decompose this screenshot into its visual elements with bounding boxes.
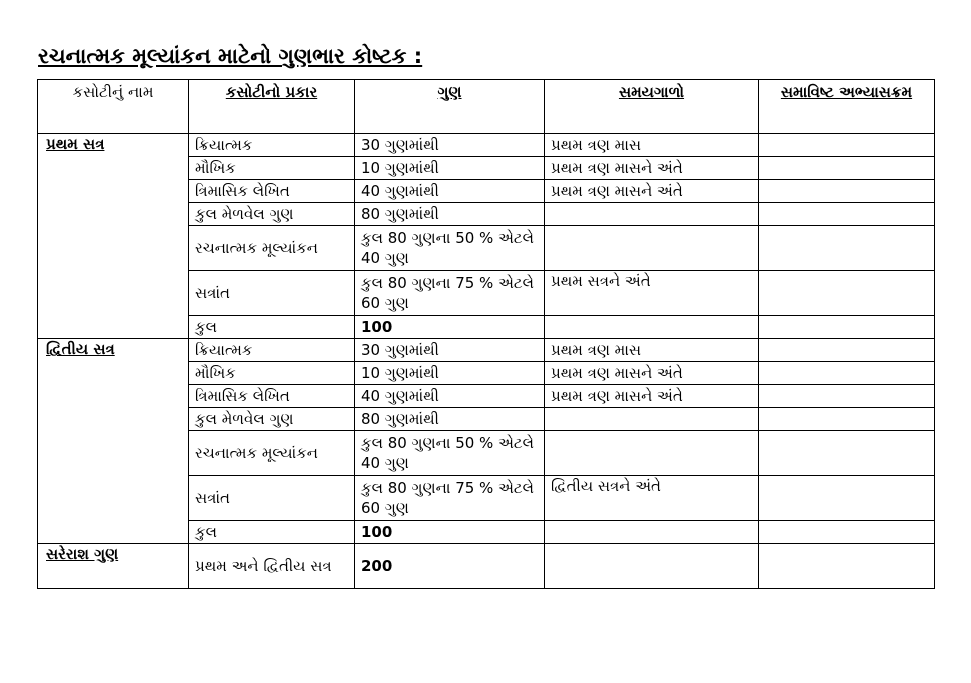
test-type-cell: કુલ મેળવેલ ગુણ <box>189 408 355 431</box>
test-type-cell: કુલ <box>189 316 355 339</box>
syllabus-cell <box>759 476 935 521</box>
total-marks-cell: 200 <box>355 544 545 589</box>
page-title: રચનાત્મક મૂલ્યાંકન માટેનો ગુણભાર કોષ્ટક : <box>38 44 423 68</box>
marks-cell: 30 ગુણમાંથી <box>355 134 545 157</box>
marks-cell: 10 ગુણમાંથી <box>355 157 545 180</box>
header-period: સમયગાળો <box>545 80 759 134</box>
test-type-cell: કુલ મેળવેલ ગુણ <box>189 203 355 226</box>
period-cell: પ્રથમ ત્રણ માસ <box>545 339 759 362</box>
marks-cell: કુલ 80 ગુણના 50 % એટલે 40 ગુણ <box>355 226 545 271</box>
total-marks-cell: 100 <box>355 521 545 544</box>
test-type-cell: પ્રથમ અને દ્વિતીય સત્ર <box>189 544 355 589</box>
syllabus-cell <box>759 157 935 180</box>
period-cell: પ્રથમ ત્રણ માસને અંતે <box>545 385 759 408</box>
syllabus-cell <box>759 339 935 362</box>
period-cell: દ્વિતીય સત્રને અંતે <box>545 476 759 521</box>
table-row <box>38 339 935 362</box>
period-cell: પ્રથમ ત્રણ માસ <box>545 134 759 157</box>
test-type-cell: ક્રિયાત્મક <box>189 339 355 362</box>
period-cell: પ્રથમ સત્રને અંતે <box>545 271 759 316</box>
period-cell: પ્રથમ ત્રણ માસને અંતે <box>545 157 759 180</box>
syllabus-cell <box>759 521 935 544</box>
test-type-cell: રચનાત્મક મૂલ્યાંકન <box>189 431 355 476</box>
total-marks-cell: 100 <box>355 316 545 339</box>
header-syllabus: સમાવિષ્ટ અભ્યાસક્રમ <box>759 80 935 134</box>
syllabus-cell <box>759 431 935 476</box>
test-type-cell: રચનાત્મક મૂલ્યાંકન <box>189 226 355 271</box>
syllabus-cell <box>759 203 935 226</box>
header-test-name: કસોટીનું નામ <box>38 80 189 134</box>
marks-cell: 10 ગુણમાંથી <box>355 362 545 385</box>
test-type-cell: મૌખિક <box>189 157 355 180</box>
period-cell <box>545 316 759 339</box>
test-type-cell: કુલ <box>189 521 355 544</box>
syllabus-cell <box>759 316 935 339</box>
marks-cell: 40 ગુણમાંથી <box>355 385 545 408</box>
syllabus-cell <box>759 362 935 385</box>
syllabus-cell <box>759 134 935 157</box>
syllabus-cell <box>759 180 935 203</box>
test-type-cell: ત્રિમાસિક લેખિત <box>189 180 355 203</box>
test-type-cell: ત્રિમાસિક લેખિત <box>189 385 355 408</box>
syllabus-cell <box>759 271 935 316</box>
syllabus-cell <box>759 408 935 431</box>
marks-cell: કુલ 80 ગુણના 75 % એટલે 60 ગુણ <box>355 476 545 521</box>
header-test-type: કસોટીનો પ્રકાર <box>189 80 355 134</box>
test-type-cell: ક્રિયાત્મક <box>189 134 355 157</box>
table-row <box>38 134 935 157</box>
marks-cell: 30 ગુણમાંથી <box>355 339 545 362</box>
period-cell <box>545 431 759 476</box>
table-row <box>38 544 935 589</box>
syllabus-cell <box>759 385 935 408</box>
syllabus-cell <box>759 544 935 589</box>
average-marks-label: સરેરાશ ગુણ <box>38 544 189 589</box>
marks-cell: 80 ગુણમાંથી <box>355 203 545 226</box>
semester-name: દ્વિતીય સત્ર <box>38 339 189 544</box>
semester-name: પ્રથમ સત્ર <box>38 134 189 339</box>
period-cell: પ્રથમ ત્રણ માસને અંતે <box>545 180 759 203</box>
period-cell <box>545 226 759 271</box>
test-type-cell: મૌખિક <box>189 362 355 385</box>
period-cell <box>545 544 759 589</box>
header-marks: ગુણ <box>355 80 545 134</box>
marks-cell: 80 ગુણમાંથી <box>355 408 545 431</box>
period-cell: પ્રથમ ત્રણ માસને અંતે <box>545 362 759 385</box>
period-cell <box>545 408 759 431</box>
syllabus-cell <box>759 226 935 271</box>
test-type-cell: સત્રાંત <box>189 271 355 316</box>
period-cell <box>545 521 759 544</box>
marks-cell: 40 ગુણમાંથી <box>355 180 545 203</box>
marks-cell: કુલ 80 ગુણના 50 % એટલે 40 ગુણ <box>355 431 545 476</box>
period-cell <box>545 203 759 226</box>
marks-table <box>37 79 935 589</box>
marks-cell: કુલ 80 ગુણના 75 % એટલે 60 ગુણ <box>355 271 545 316</box>
test-type-cell: સત્રાંત <box>189 476 355 521</box>
